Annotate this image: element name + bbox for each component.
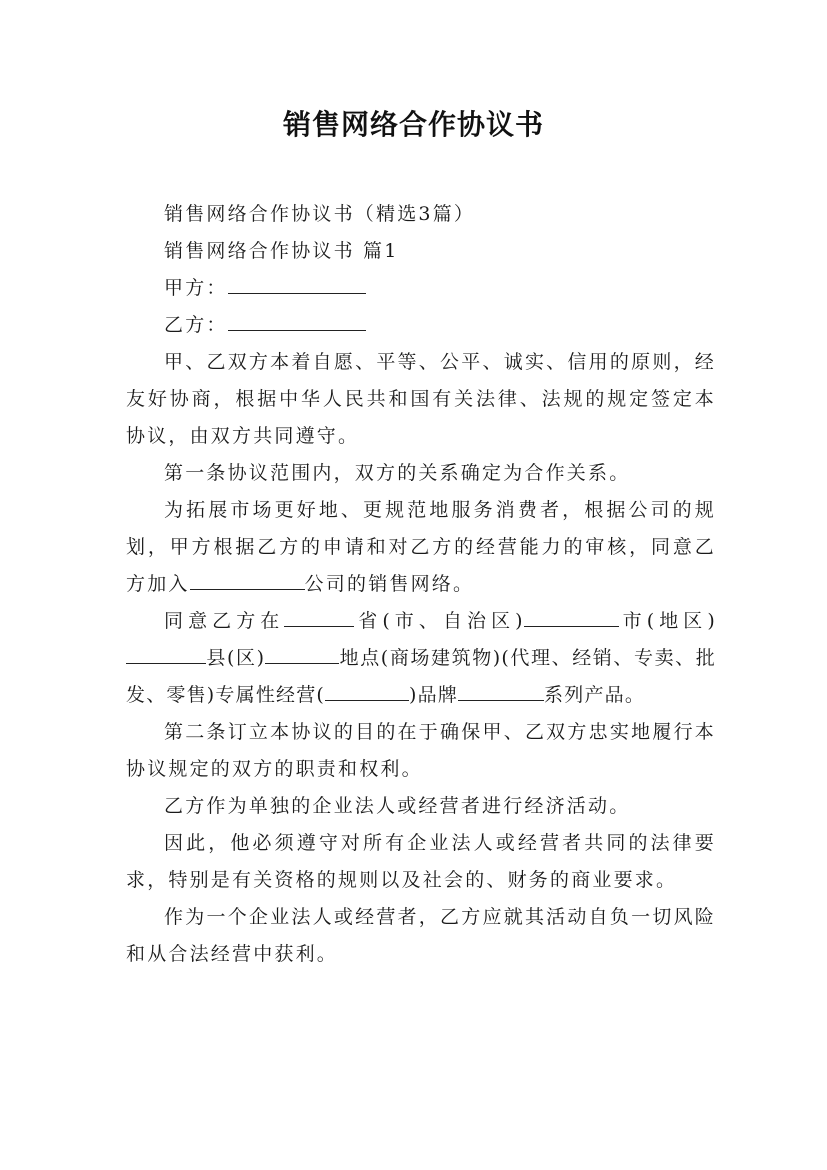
network-join-text-b: 公司的销售网络。	[304, 573, 475, 595]
location-blank	[265, 643, 339, 664]
paragraph-section-heading: 销售网络合作协议书 篇1	[164, 240, 399, 262]
territory-text-e: 地点(商场建筑物)(代理、经销、专卖、批发、零售)专属性经营(	[126, 647, 716, 706]
paragraph-legal-requirements: 因此，他必须遵守对所有企业法人或经营者共同的法律要求，特别是有关资格的规则以及社会的、财务的商业要求。	[126, 832, 716, 891]
territory-text-c: 市(地区)	[618, 610, 716, 632]
territory-text-g: 系列产品。	[544, 684, 646, 706]
paragraph-risk: 作为一个企业法人或经营者，乙方应就其活动自负一切风险和从合法经营中获利。	[126, 906, 716, 965]
party-a-blank	[228, 273, 366, 294]
territory-text-a: 同意乙方在	[164, 610, 285, 632]
paragraph-territory	[126, 603, 716, 714]
province-blank	[284, 606, 354, 627]
party-b-line	[126, 307, 716, 344]
paragraph-article-1: 第一条协议范围内，双方的关系确定为合作关系。	[164, 462, 631, 484]
company-name-blank	[190, 569, 305, 590]
city-blank	[524, 606, 619, 627]
paragraph-subtitle: 销售网络合作协议书（精选3篇）	[164, 203, 476, 225]
paragraph-principles: 甲、乙双方本着自愿、平等、公平、诚实、信用的原则，经友好协商，根据中华人民共和国有关法律、法规的规定签定本协议，由双方共同遵守。	[126, 351, 716, 447]
party-b-label: 乙方：	[164, 314, 228, 336]
territory-text-f: )品牌	[409, 684, 459, 706]
paragraph-article-2: 第二条订立本协议的目的在于确保甲、乙双方忠实地履行本协议规定的双方的职责和权利。	[126, 721, 716, 780]
network-join-text-a: 为拓展市场更好地、更规范地服务消费者，根据公司的规划，甲方根据乙方的申请和对乙方的经营能力的审核，同意乙方加入	[126, 499, 716, 595]
territory-text-b: 省(市、自治区)	[354, 610, 524, 632]
party-b-blank	[228, 310, 366, 331]
brand-blank	[325, 680, 409, 701]
county-blank	[126, 643, 206, 664]
party-a-line	[126, 270, 716, 307]
document-body	[126, 196, 716, 973]
series-blank	[458, 680, 544, 701]
paragraph-network-join	[126, 492, 716, 603]
party-a-label: 甲方：	[164, 277, 228, 299]
territory-text-d: 县(区)	[206, 647, 266, 669]
document-title: 销售网络合作协议书	[282, 108, 544, 141]
paragraph-independent-entity: 乙方作为单独的企业法人或经营者进行经济活动。	[164, 795, 631, 817]
